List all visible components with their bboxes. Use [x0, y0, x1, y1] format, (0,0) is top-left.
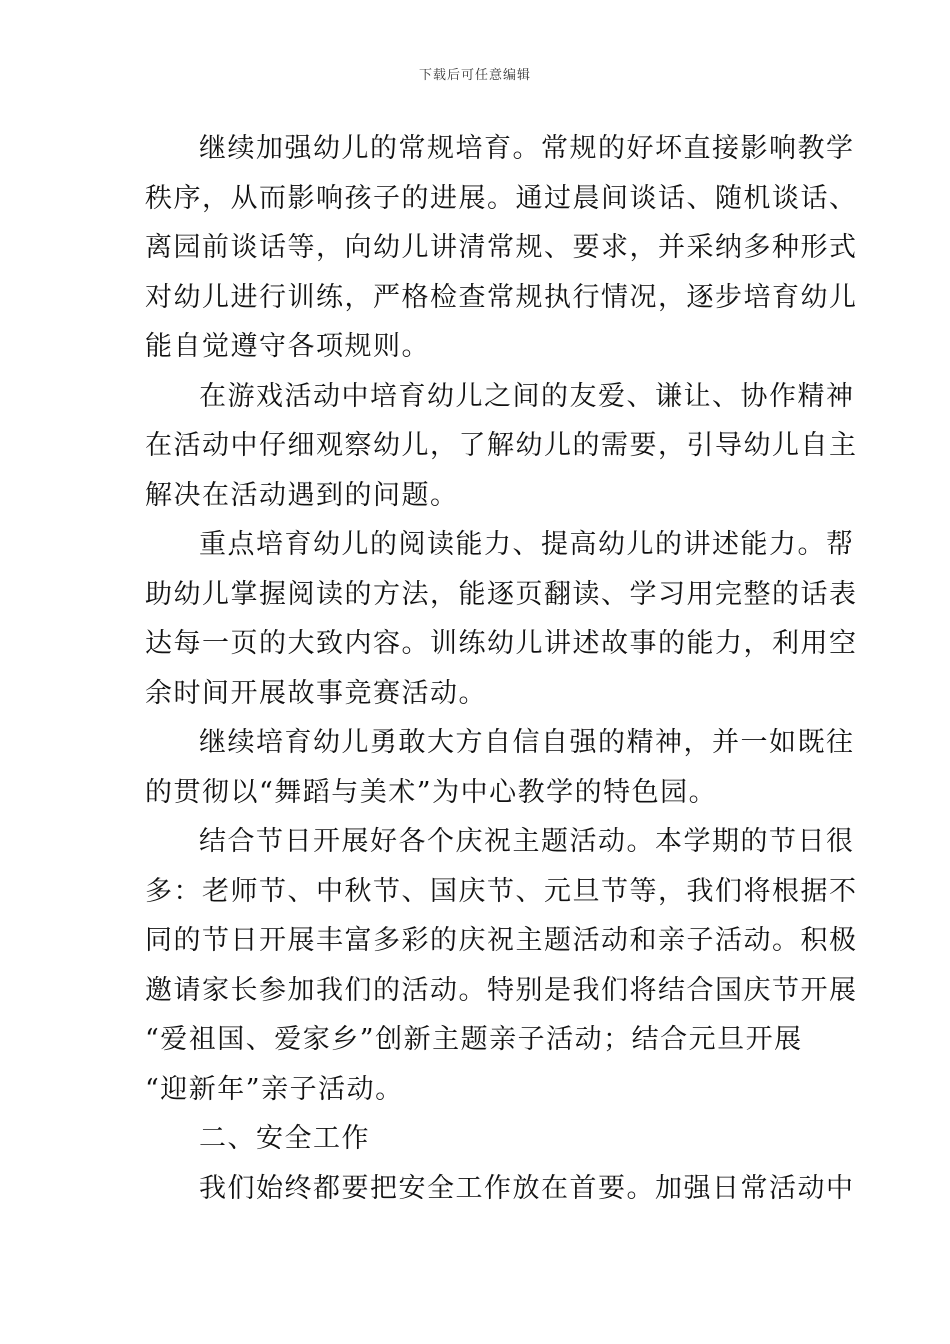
text-line: 解决在活动遇到的问题。: [145, 479, 459, 511]
text-line: “爱祖国、爱家乡”创新主题亲子活动；结合元旦开展: [145, 1024, 803, 1055]
text-line: 邀请家长参加我们的活动。特别是我们将结合国庆节开展: [145, 974, 858, 1006]
text-line: 继续培育幼儿勇敢大方自信自强的精神，并一如既往: [199, 727, 855, 758]
text-line: 在游戏活动中培育幼儿之间的友爱、谦让、协作精神: [199, 380, 855, 412]
text-line: 的贯彻以“舞蹈与美术”为中心教学的特色园。: [145, 776, 718, 808]
document-body: [145, 124, 858, 1213]
text-line: 在活动中仔细观察幼儿，了解幼儿的需要，引导幼儿自主: [145, 430, 858, 461]
text-line: 结合节日开展好各个庆祝主题活动。本学期的节日很: [199, 826, 855, 857]
text-line: 助幼儿掌握阅读的方法，能逐页翻读、学习用完整的话表: [145, 578, 858, 610]
text-line: 秩序，从而影响孩子的进展。通过晨间谈话、随机谈话、: [145, 182, 858, 214]
text-line: “迎新年”亲子活动。: [145, 1073, 404, 1105]
text-line: 重点培育幼儿的阅读能力、提高幼儿的讲述能力。帮: [199, 529, 855, 560]
text-line: 继续加强幼儿的常规培育。常规的好坏直接影响教学: [199, 133, 855, 164]
text-line: 余时间开展故事竞赛活动。: [145, 677, 487, 709]
page-header: 下载后可任意编辑: [418, 68, 531, 83]
text-line: 二、安全工作: [199, 1123, 370, 1154]
text-line: 我们始终都要把安全工作放在首要。加强日常活动中: [199, 1172, 855, 1204]
text-line: 达每一页的大致内容。训练幼儿讲述故事的能力，利用空: [145, 628, 858, 659]
text-line: 多：老师节、中秋节、国庆节、元旦节等，我们将根据不: [145, 875, 858, 907]
text-line: 对幼儿进行训练，严格检查常规执行情况，逐步培育幼儿: [145, 281, 858, 313]
text-line: 能自觉遵守各项规则。: [145, 331, 430, 362]
text-line: 同的节日开展丰富多彩的庆祝主题活动和亲子活动。积极: [145, 925, 858, 956]
text-line: 离园前谈话等，向幼儿讲清常规、要求，并采纳多种形式: [145, 232, 858, 263]
